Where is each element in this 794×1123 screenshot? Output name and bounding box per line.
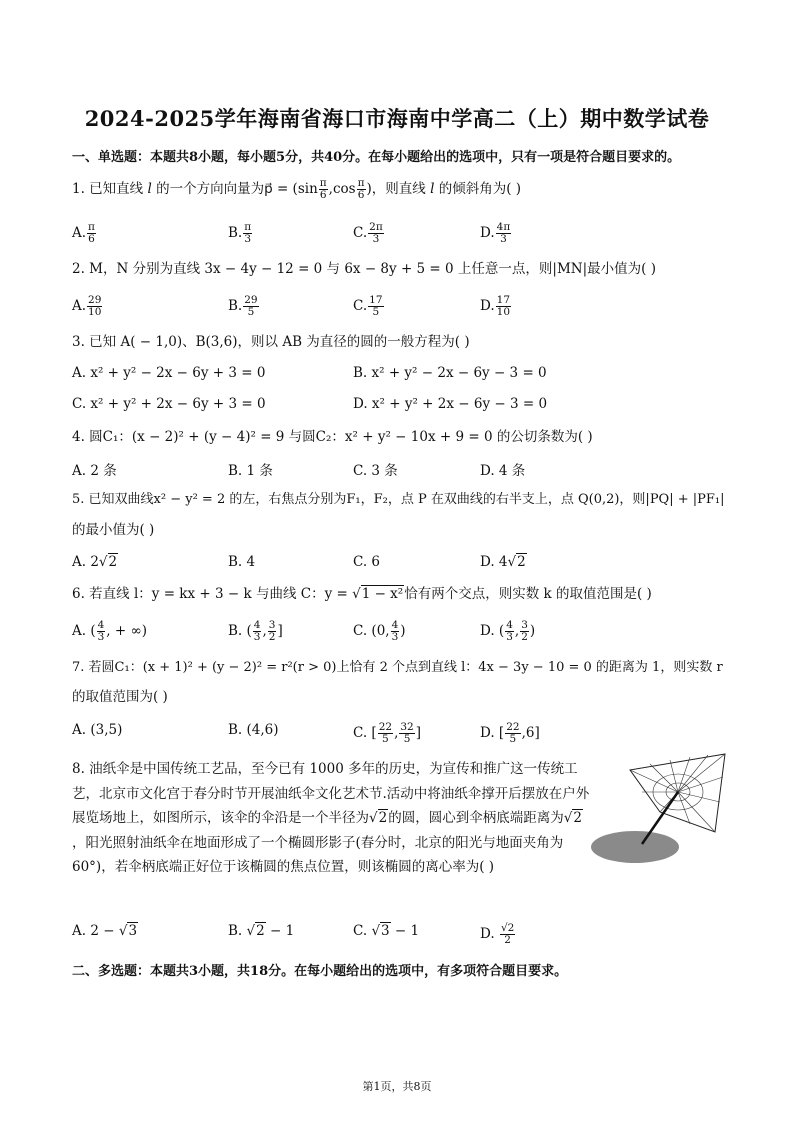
question-5-line1: 5. 已知双曲线x² − y² = 2 的左，右焦点分别为F₁，F₂，点 P 在双曲线的右半支上，点 Q(0,2)，则|PQ| + |PF₁| (72, 492, 725, 507)
option-d[interactable]: D. 4√2 (480, 554, 526, 570)
option-b[interactable]: B. $\frac{29}{5}$ (228, 294, 258, 318)
option-a[interactable]: A. 2√2 (72, 554, 118, 570)
option-b[interactable]: B. ( $\frac{4}{3}$ , $\frac{3}{2}$ ] (228, 619, 283, 643)
option-a[interactable]: A. x² + y² − 2x − 6y + 3 = 0 (72, 365, 266, 381)
option-d[interactable]: D. ( $\frac{4}{3}$ , $\frac{3}{2}$ ) (480, 619, 536, 643)
option-c[interactable]: C. $\frac{2\pi}{3}$ (353, 221, 383, 245)
option-c[interactable]: C. [ $\frac{22}{5}$ , $\frac{32}{5}$ ] (353, 721, 422, 745)
option-c[interactable]: C. 6 (353, 554, 381, 570)
question-5-line2: 的最小值为( ) (72, 522, 155, 538)
question-3: 3. 已知 A( − 1,0)、B(3,6)，则以 AB 为直径的圆的一般方程为( ) (72, 334, 470, 350)
option-a[interactable]: A. $\frac{\pi}{6}$ (72, 221, 95, 245)
option-a[interactable]: A. 2 条 (72, 463, 117, 479)
option-b[interactable]: B. x² + y² − 2x − 6y − 3 = 0 (353, 365, 547, 381)
option-d[interactable]: D. [ $\frac{22}{5}$ ,6] (480, 721, 540, 745)
option-b[interactable]: B. 4 (228, 554, 256, 570)
option-a[interactable]: A. (3,5) (72, 722, 123, 738)
option-c[interactable]: C. (0, $\frac{4}{3}$ ) (353, 619, 406, 643)
section-multi-choice: 二、多选题：本题共3小题，共18分。在每小题给出的选项中，有多项符合题目要求。 (72, 964, 568, 979)
option-c[interactable]: C. √3 − 1 (353, 923, 420, 939)
umbrella-figure (590, 752, 730, 872)
option-d[interactable]: D. x² + y² + 2x − 6y − 3 = 0 (353, 396, 548, 412)
option-d[interactable]: D. $\frac{17}{10}$ (480, 294, 511, 318)
question-8: 8. 油纸伞是中国传统工艺品，至今已有 1000 多年的历史，为宣传和推广这一传统工艺，北京市文化宫于春分时节开展油纸伞文化艺术节.活动中将油纸伞撑开后摆放在户外展览场地上，如图所示，该伞的伞沿是一个半径为√2的圆，圆心到伞柄底端距离为√2，阳光照射油纸伞在地面形成了一个椭圆形影子(春分时，北京的阳光与地面夹角为 60°)，若伞柄底端正好位于该椭圆的焦点位置，则该椭圆的离心率为( ) (72, 761, 590, 875)
page-title: 2024-2025学年海南省海口市海南中学高二（上）期中数学试卷 (84, 106, 710, 131)
option-b[interactable]: B. $\frac{\pi}{3}$ (228, 221, 252, 245)
option-a[interactable]: A. $\frac{29}{10}$ (72, 294, 102, 318)
section-single-choice: 一、单选题：本题共8小题，每小题5分，共40分。在每小题给出的选项中，只有一项是符合题目要求的。 (72, 150, 681, 165)
option-b[interactable]: B. (4,6) (228, 722, 279, 738)
question-7-line1: 7. 若圆C₁：(x + 1)² + (y − 2)² = r²(r > 0)上恰有 2 个点到直线 l：4x − 3y − 10 = 0 的距离为 1，则实数 r (72, 660, 723, 675)
option-d[interactable]: D. $\frac{√2}{2}$ (480, 922, 515, 946)
question-6: 6. 若直线 l：y = kx + 3 − k 与曲线 C：y = √1 − x²恰有两个交点，则实数 k 的取值范围是( ) (72, 586, 652, 602)
option-b[interactable]: B. √2 − 1 (228, 923, 295, 939)
option-c[interactable]: C. 3 条 (353, 463, 398, 479)
option-a[interactable]: A. 2 − √3 (72, 923, 138, 939)
page-footer: 第1页，共8页 (362, 1080, 432, 1093)
question-4: 4. 圆C₁：(x − 2)² + (y − 4)² = 9 与圆C₂：x² + y² − 10x + 9 = 0 的公切条数为( ) (72, 429, 593, 445)
option-b[interactable]: B. 1 条 (228, 463, 273, 479)
option-a[interactable]: A. ( $\frac{4}{3}$ , + ∞) (72, 619, 147, 643)
option-c[interactable]: C. x² + y² + 2x − 6y + 3 = 0 (72, 396, 266, 412)
question-1: 1. 已知直线 l 的一个方向向量为p⃗ = (sin $\frac{\pi}{6}$ ,cos $\frac{\pi}{6}$ )，则直线 l 的倾斜角为( ) (72, 177, 522, 201)
option-d[interactable]: D. 4 条 (480, 463, 526, 479)
question-2: 2. M，N 分别为直线 3x − 4y − 12 = 0 与 6x − 8y + 5 = 0 上任意一点，则|MN|最小值为( ) (72, 261, 656, 277)
option-c[interactable]: C. $\frac{17}{5}$ (353, 294, 383, 318)
question-7-line2: 的取值范围为( ) (72, 689, 168, 705)
option-d[interactable]: D. $\frac{4\pi}{3}$ (480, 221, 511, 245)
